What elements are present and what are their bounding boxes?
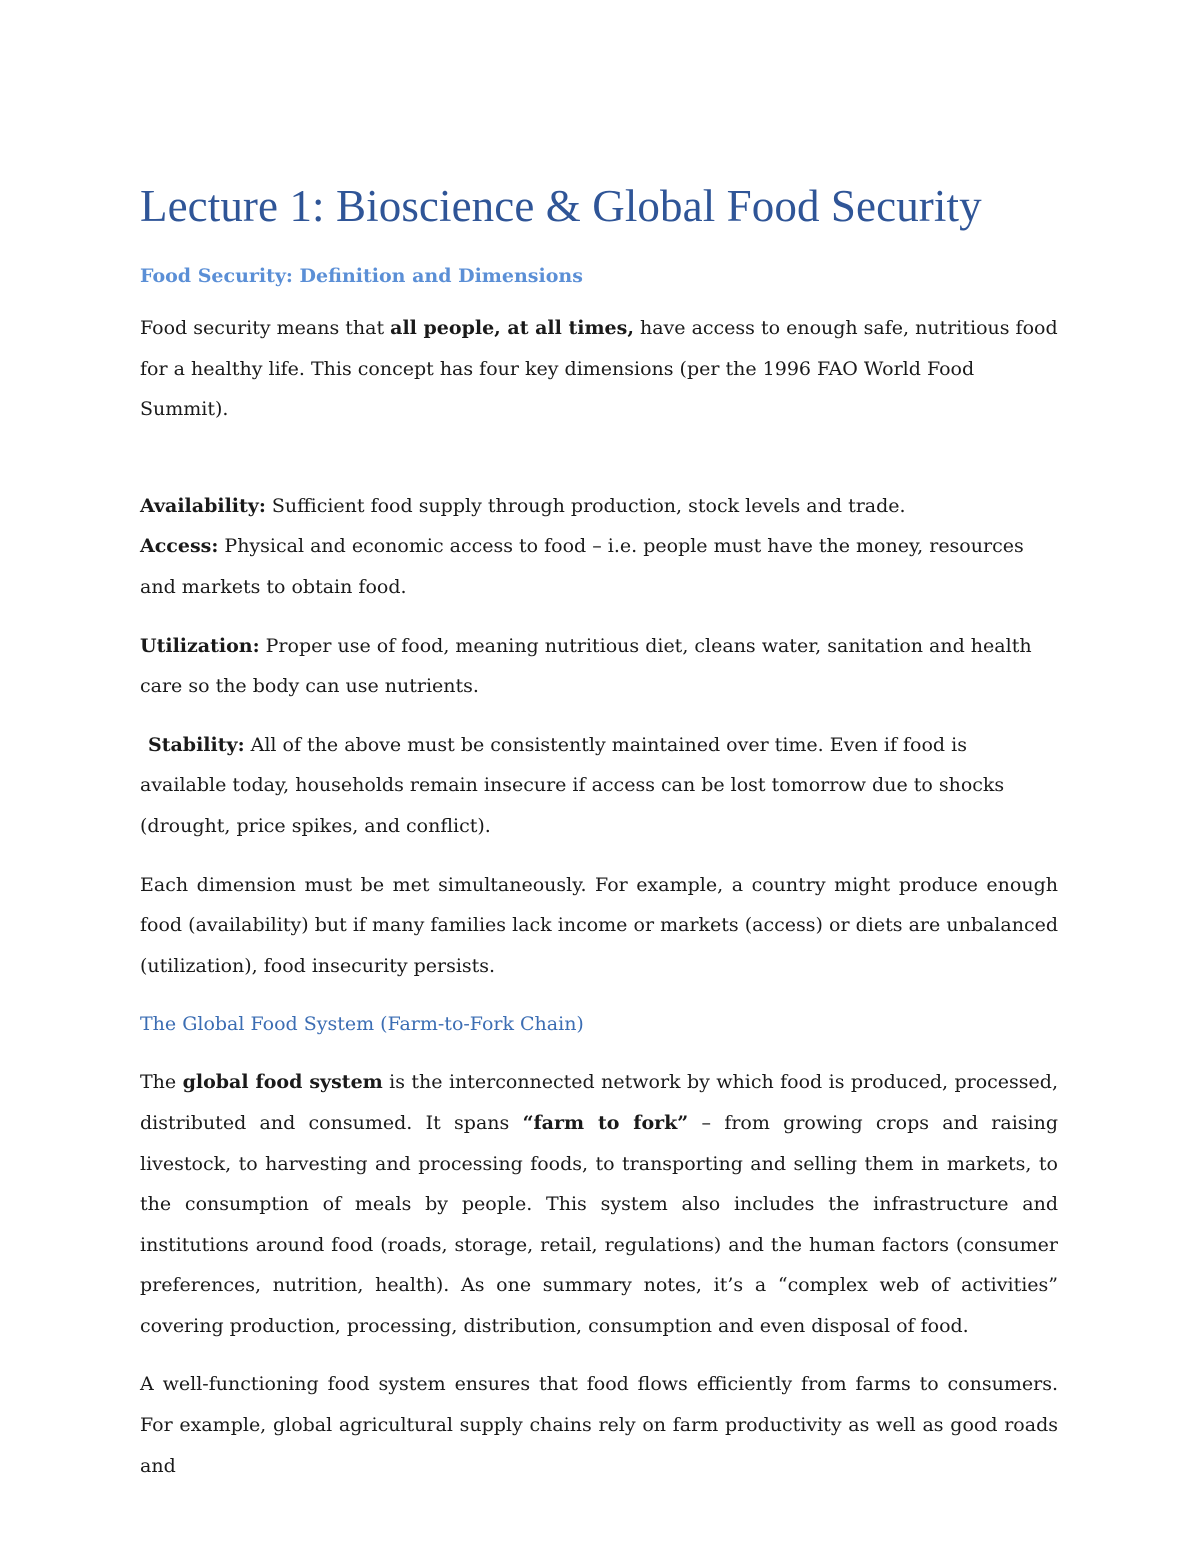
well-functioning-paragraph: A well-functioning food system ensures that food flows efficiently from farms to consumers. For example, global agricultural supply chains rely on farm productivity as well as good roads and xyxy=(140,1373,1058,1477)
intro-text-2: have access to enough safe, nutritious food for a healthy life. This concept has four key dimensions (per the 1996 FAO World Food Summit). xyxy=(140,317,1058,421)
utilization-text: Proper use of food, meaning nutritious diet, cleans water, sanitation and health care so the body can use nutrients. xyxy=(140,634,1032,698)
access-text: Physical and economic access to food – i.e. people must have the money, resources and markets to obtain food. xyxy=(140,535,1024,598)
gfs-bold-1: global food system xyxy=(182,1071,383,1094)
availability-text: Sufficient food supply through production, stock levels and trade. xyxy=(265,494,906,517)
availability-paragraph xyxy=(140,486,1058,527)
intro-bold: all people, at all times, xyxy=(390,317,634,339)
gfs-text-3: – from growing crops and raising livestock, to harvesting and processing foods, to transporting and selling them in markets, to the consumption of meals by people. This system also includes the infrastructure and institutions around food (roads, storage, retail, regulations) and the human factors (consumer preferences, nutrition, health). As one summary notes, it’s a “complex web of activities” covering production, processing, distribution, consumption and even disposal of food. xyxy=(140,1111,1059,1337)
each-dimension-paragraph: Each dimension must be met simultaneously. For example, a country might produce enough food (availability) but if many families lack income or markets (access) or diets are unbalanced (utilization), food insecurity persists. xyxy=(140,873,1058,977)
gfs-text-2: is the interconnected network by which food is produced, processed, distributed and consumed. It spans xyxy=(140,1071,1058,1134)
stability-text: All of the above must be consistently maintained over time. Even if food is available today, households remain insecure if access can be lost tomorrow due to shocks (drought, price spikes, and conflict). xyxy=(140,733,1005,837)
access-paragraph xyxy=(140,526,1058,607)
intro-paragraph xyxy=(140,308,1058,430)
availability-label: Availability: xyxy=(140,494,266,517)
intro-text-1: Food security means that xyxy=(140,317,391,339)
access-label: Access: xyxy=(140,535,219,558)
section-heading-food-security: Food Security: Definition and Dimensions xyxy=(140,265,583,287)
global-food-system-paragraph xyxy=(140,1062,1058,1346)
utilization-label: Utilization: xyxy=(140,634,260,657)
document-body xyxy=(140,178,1058,1486)
stability-paragraph xyxy=(140,725,1058,847)
utilization-paragraph xyxy=(140,626,1058,707)
gfs-bold-2: “farm to fork” xyxy=(522,1111,689,1134)
stability-label: Stability: xyxy=(148,733,245,756)
page-title: Lecture 1: Bioscience & Global Food Security xyxy=(140,181,982,231)
section-heading-global-food-system: The Global Food System (Farm-to-Fork Chain) xyxy=(140,1013,584,1036)
gfs-text-1: The xyxy=(140,1071,183,1094)
